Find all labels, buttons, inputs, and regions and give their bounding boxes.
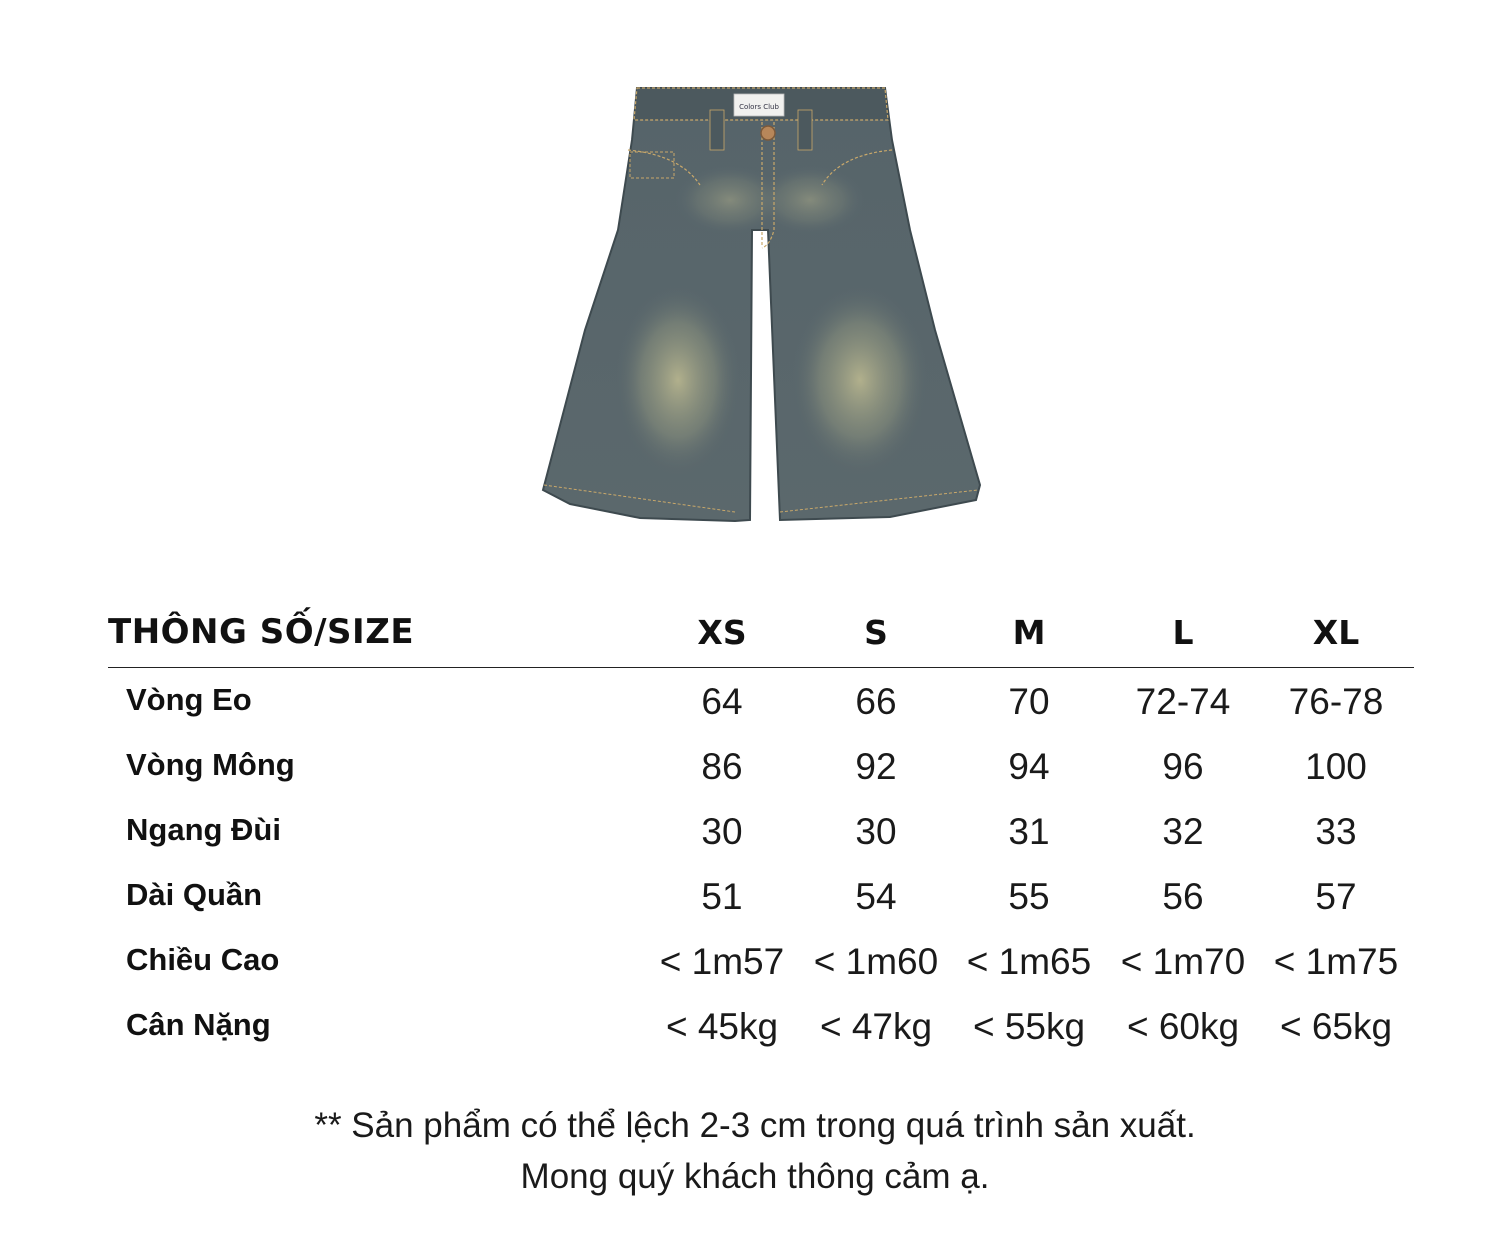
tolerance-note: ** Sản phẩm có thể lệch 2-3 cm trong quá trình sản xuất.: [314, 1106, 1196, 1145]
table-cell: 76-78: [1288, 681, 1384, 722]
table-row: [108, 733, 1414, 798]
table-cell: < 1m57: [659, 941, 785, 982]
table-row: [108, 993, 1414, 1058]
product-image: [530, 80, 990, 530]
table-cell: 72-74: [1135, 681, 1231, 722]
size-header-s: S: [864, 613, 888, 652]
table-cell: < 55kg: [972, 1006, 1086, 1047]
row-label: Vòng Eo: [126, 682, 252, 717]
size-header-l: L: [1172, 613, 1194, 652]
brand-label-text: Colors Club: [739, 103, 779, 111]
table-cell: 32: [1162, 811, 1204, 852]
table-cell: 57: [1315, 876, 1357, 917]
size-header-xs: XS: [697, 613, 747, 652]
row-label: Cân Nặng: [126, 1007, 271, 1042]
size-header-m: M: [1012, 613, 1046, 652]
table-cell: 30: [855, 811, 897, 852]
row-label: Vòng Mông: [126, 747, 295, 782]
table-cell: < 1m75: [1273, 941, 1399, 982]
table-row: [108, 863, 1414, 928]
table-cell: < 45kg: [665, 1006, 779, 1047]
table-cell: 30: [701, 811, 743, 852]
table-cell: 33: [1315, 811, 1357, 852]
table-cell: 100: [1305, 746, 1367, 787]
table-cell: < 1m65: [966, 941, 1092, 982]
table-cell: < 60kg: [1126, 1006, 1240, 1047]
table-cell: 66: [855, 681, 897, 722]
table-cell: 54: [855, 876, 897, 917]
table-cell: 96: [1162, 746, 1204, 787]
table-cell: 94: [1008, 746, 1050, 787]
table-row: [108, 928, 1414, 993]
size-table: [108, 600, 1414, 1058]
table-row: [108, 668, 1414, 733]
row-label: Ngang Đùi: [126, 812, 281, 847]
table-cell: < 47kg: [819, 1006, 933, 1047]
table-cell: 31: [1008, 811, 1050, 852]
table-cell: < 1m70: [1120, 941, 1246, 982]
table-cell: 51: [701, 876, 743, 917]
table-cell: 56: [1162, 876, 1204, 917]
apology-note: Mong quý khách thông cảm ạ.: [520, 1157, 990, 1196]
table-cell: 55: [1008, 876, 1050, 917]
size-table-header: [108, 600, 1414, 668]
row-label: Chiều Cao: [126, 942, 280, 977]
denim-shorts-illustration: [530, 80, 990, 530]
size-header-xl: XL: [1312, 613, 1360, 652]
table-cell: 86: [701, 746, 743, 787]
table-cell: 64: [701, 681, 743, 722]
table-cell: 70: [1008, 681, 1050, 722]
row-label: Dài Quần: [126, 877, 263, 912]
table-title: THÔNG SỐ/SIZE: [108, 612, 415, 652]
table-cell: < 1m60: [813, 941, 939, 982]
table-cell: < 65kg: [1279, 1006, 1393, 1047]
table-row: [108, 798, 1414, 863]
table-cell: 92: [855, 746, 897, 787]
